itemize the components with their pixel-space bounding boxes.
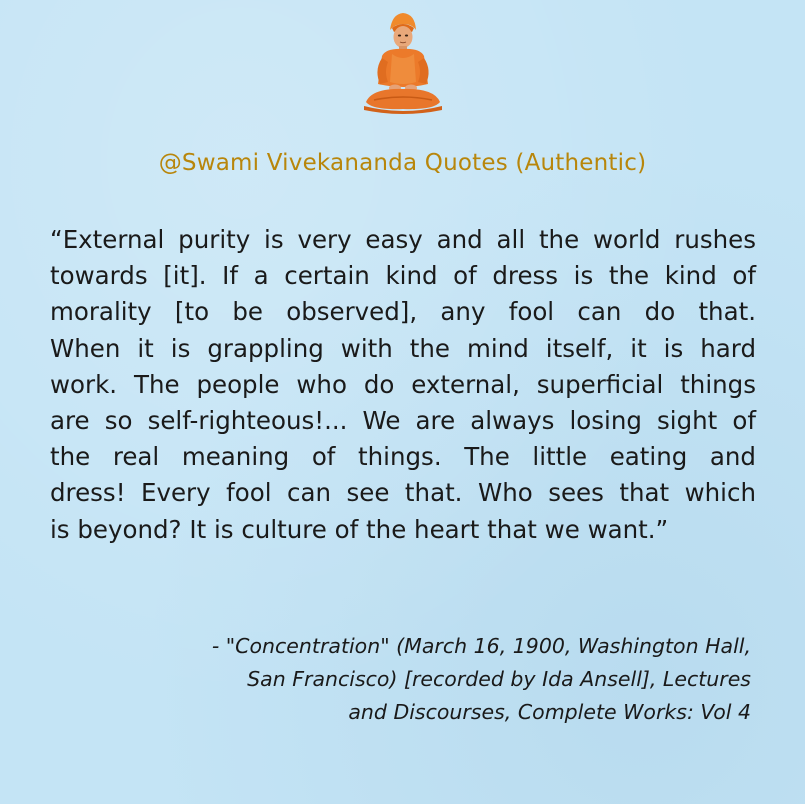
quote-line: is beyond? It is culture of the heart that we want.” [50,514,669,544]
quote-line: morality [to be observed], any fool can do that. [50,297,756,327]
source-line: and Discourses, Complete Works: Vol 4 [348,700,751,724]
quote-source [51,630,751,729]
vivekananda-figure-illustration [362,10,442,116]
quote-text [50,222,756,548]
quote-line: the real meaning of things. The little eating and [50,442,756,472]
quote-line: are so self-righteous!... We are always losing sight of [50,406,756,436]
source-line: San Francisco) [recorded by Ida Ansell], Lectures [247,667,751,691]
quote-line: towards [it]. If a certain kind of dress is the kind of [50,261,756,291]
source-line: - "Concentration" (March 16, 1900, Washington Hall, [211,634,751,658]
quote-line: “External purity is very easy and all the world rushes [50,225,756,254]
quote-line: When it is grappling with the mind itself, it is hard [50,333,756,363]
channel-handle: @Swami Vivekananda Quotes (Authentic) [158,150,647,176]
quote-line: work. The people who do external, superficial things [50,369,756,399]
quote-line: dress! Every fool can see that. Who sees that which [50,478,756,508]
